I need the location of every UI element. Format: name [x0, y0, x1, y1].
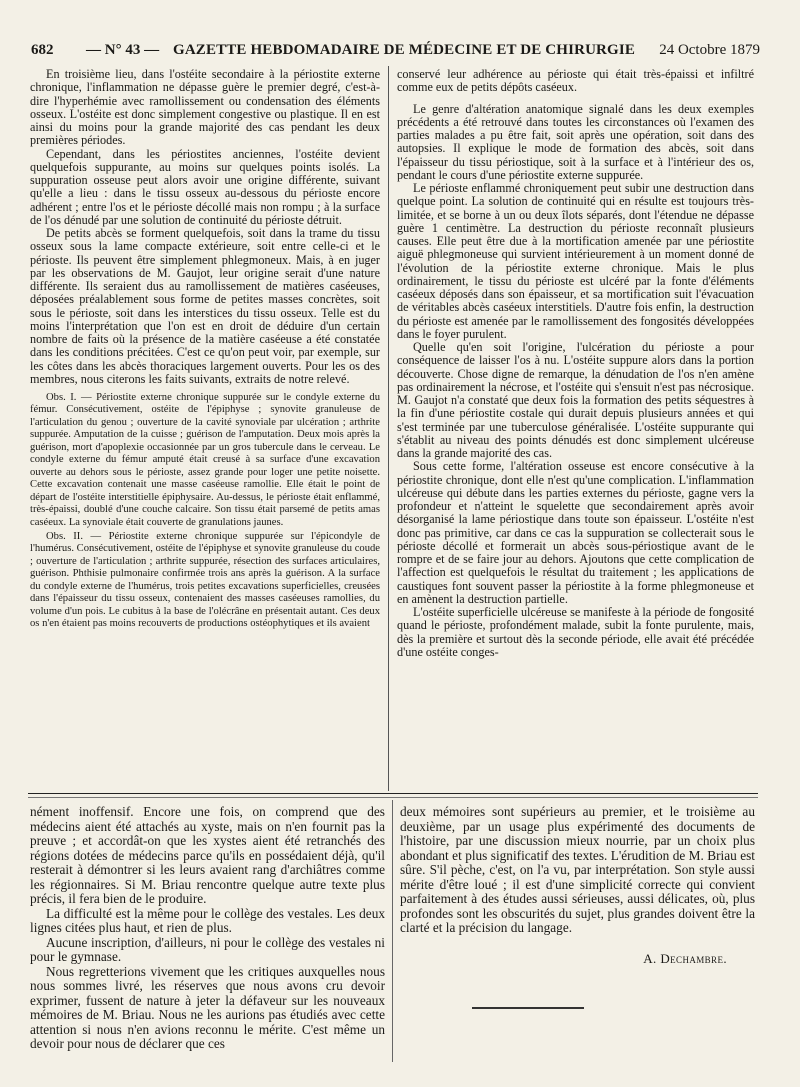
paragraph: L'ostéite superficielle ulcéreuse se manifeste à la période de fongosité quand le périoste, profondément malade, subit la fonte purulente, mais, dès la première et surtout dès la seconde période, elle avait été précédée d'une ostéite conges- [397, 605, 754, 659]
paragraph: Cependant, dans les périostites anciennes, l'ostéite devient quelquefois suppurante, au moins sur quelques points isolés. La suppuration osseuse peut alors avoir une origine différente, suivant qu'elle a lieu : dans le tissu osseux au-dessous du périoste encore adhérent ; entre l'os et le périoste décollé mais non rompu ; à la surface de l'os dénudé par une solution de continuité du périoste détruit. [30, 146, 380, 227]
paragraph: Quelle qu'en soit l'origine, l'ulcération du périoste a pour conséquence de laisser l'os à nu. L'ostéite suppure alors dans la portion découverte. Chose digne de remarque, la dénudation de l'os n'en amène pas ordinairement la nécrose, et l'ostéite qui s'ensuit n'est pas nécrosique. M. Gaujot n'a constaté que deux fois la formation des petits séquestres à la fin d'une périostite costale qui durait depuis plusieurs années et qui s'est terminée par une tuberculose généralisée. L'ostéite suppurante qui s'établit au niveau des points dénudés est donc simplement ulcéreuse dans la grande majorité des cas. [397, 340, 754, 460]
page-header [28, 42, 760, 64]
column-divider [388, 66, 389, 791]
section-divider [28, 797, 758, 798]
page-number: 682 [31, 42, 54, 58]
feuilleton-left-column [30, 805, 385, 1052]
closing-rule [472, 1007, 584, 1009]
column-divider [392, 800, 393, 1062]
paragraph: De petits abcès se forment quelquefois, soit dans la trame du tissu osseux sous la lame compacte extérieure, soit entre celle-ci et le périoste. Ils peuvent être simplement phlegmoneux. Mais, à en juger par les observations de M. Gaujot, leur origine serait d'une nature différente. Ils seraient dus au ramollissement de matières caséeuses, déposées préalablement sous forme de petites masses concrètes, soit sous le périoste, soit dans les interstices du tissu osseux. Telle est du moins l'interprétation que l'on est en droit de déduire d'un certain nombre de faits où la présence de la matière caséeuse a été constatée dans les conditions précitées. C'est ce qu'on peut voir, par exemple, sur les côtes dans les abcès thoraciques largement ouverts. Pour les os des membres, nous citerons les faits suivants, extraits de notre relevé. [30, 226, 380, 386]
paragraph: La difficulté est la même pour le collège des vestales. Les deux lignes citées plus haut, et rien de plus. [30, 905, 385, 935]
observation-1: Obs. I. — Périostite externe chronique suppurée sur le condyle externe du fémur. Consécutivement, ostéite de l'épiphyse ; synovite granuleuse de l'articulation du genou ; ouverture de la cavité synoviale par ulcération ; arthrite suppurée. Amputation de la cuisse ; guérison de l'amputation. Deux mois après la guérison, mort d'apoplexie occasionnée par un gros tubercule dans le cerveau. Le condyle externe du fémur amputé était creusé à sa surface d'une excavation ouverte au dehors sous le périoste, assez grande pour loger une petite noisette. Cette excavation contenait une masse caséeuse ramollie. Elle était le point de départ de l'ostéite interstitielle épiphysaire. Au-dessus, le périoste était enflammé, très-épaissi, doublé d'une couche calcaire. Son tissu était parsemé de petits amas caséeux. La synoviale était couverte de granulations jaunes. [30, 392, 380, 528]
paragraph: Sous cette forme, l'altération osseuse est encore consécutive à la périostite chronique, dont elle n'est qu'une complication. L'inflammation ulcéreuse qui débute dans les parties externes du périoste, gagne vers la profondeur et n'atteint le squelette que secondairement après avoir désorganisé la lame périostique dans toute son épaisseur. L'ostéite n'est donc pas primitive, car dans ce cas la suppuration se collecterait sous le périoste décollé et formerait un abcès sous-périostique avant de le rompre et de se faire jour au dehors. Ajoutons que cette complication de l'affection est quelquefois le résultat du traitement ; les applications de caustiques font souvent passer la périostite à la forme phlegmoneuse et en amènent la destruction partielle. [397, 459, 754, 606]
issue-date: 24 Octobre 1879 [659, 42, 760, 58]
journal-title: GAZETTE HEBDOMADAIRE DE MÉDECINE ET DE CHIRURGIE [173, 42, 635, 58]
right-column [397, 68, 754, 659]
paragraph: Le périoste enflammé chroniquement peut subir une destruction dans quelque point. La solution de continuité qui en résulte est toujours très-limitée, et se borne à un ou deux îlots séparés, dont l'étendue ne dépasse guère 1 centimètre. La destruction du périoste reconnaît plusieurs causes. Elle peut être due à la mortification amenée par une périostite aiguë phlegmoneuse qui survient intérieurement à un moment donné de l'évolution de la périostite externe chronique. Mais le plus ordinairement, le tissu du périoste est ulcéré par la fonte d'éléments caséeux déposés dans son épaisseur, et sa mortification suit l'évacuation de véritables abcès caséeux interstitiels. D'autre fois enfin, la destruction du périoste est amenée par le ramollissement des fongosités développées dans le foyer purulent. [397, 181, 754, 341]
feuilleton-right-column [400, 805, 755, 966]
paragraph: conservé leur adhérence au périoste qui était très-épaissi et infiltré comme eux de petits dépôts caséeux. [397, 67, 754, 95]
section-divider [28, 793, 758, 794]
observation-2: Obs. II. — Périostite externe chronique suppurée sur l'épicondyle de l'humérus. Consécutivement, ostéite de l'épiphyse et synovite granuleuse du coude ; ouverture de l'articulation ; arthrite suppurée, résection des surfaces articulaires, guérison. Phthisie pulmonaire confirmée trois ans après la guérison. A la surface du condyle externe de l'humérus, trois petites excavations superficielles, creusées dans l'épaisseur du tissu osseux, contenaient des masses caséeuses ramollies, du volume d'un pois. Le cubitus à la base de l'olécrâne en présentait autant. Ces deux os n'en étaient pas moins recouverts de productions ostéophytiques et ils avaient [30, 530, 380, 630]
paragraph: deux mémoires sont supérieurs au premier, et le troisième au deuxième, par un usage plus expérimenté des documents de l'histoire, par une discussion mieux nourrie, par un choix plus abondant et plus significatif des textes. L'érudition de M. Briau est sûre. S'il pèche, c'est, on l'a vu, par interprétation. Son style aussi mérite d'être loué ; il est d'une simplicité correcte qui convient parfaitement à des études aussi sérieuses, aussi délicates, où, plus profondes sont les obscurités du sujet, plus grandes doivent être la clarté et la précision du langage. [400, 804, 755, 935]
left-column [30, 68, 380, 631]
issue-number: — N° 43 — [86, 42, 160, 58]
paragraph: En troisième lieu, dans l'ostéite secondaire à la périostite externe chronique, l'inflammation ne dépasse guère le premier degré, c'est-à-dire l'hyperhémie avec ramollissement ou condensation des éléments osseux. L'ostéite est donc simplement congestive ou plastique. Il en est ainsi du moins pour la grande majorité des cas pendant les deux premières périodes. [30, 67, 380, 148]
paragraph: Nous regretterions vivement que les critiques auxquelles nous nous sommes livré, les réserves que nous avons cru devoir exprimer, fussent de nature à jeter la défaveur sur les nouveaux mémoires de M. Briau. Nous ne les aurions pas étudiés avec cette attention si nous n'en avions reconnu le mérite. C'est même un devoir pour nous de déclarer que ces [30, 963, 385, 1051]
paragraph: Le genre d'altération anatomique signalé dans les deux exemples précédents a été retrouvé dans toutes les circonstances où l'examen des parties malades a pu être fait, soit après une opération, soit dans des autopsies. Il explique le mode de formation des abcès, soit dans l'épaisseur du tissu périostique, soit à la surface et à l'intérieur des os, pendant le cours d'une périostite externe suppurée. [397, 101, 754, 182]
author-signature: A. Dechambre. [643, 950, 727, 966]
paragraph: nément inoffensif. Encore une fois, on comprend que des médecins aient été attachés au xyste, mais on n'en fournit pas la preuve ; et accordât-on que les xystes aient été retranchés des régions dotées de médecins parce qu'ils en possédaient déjà, qu'il resterait à démontrer si les leurs avaient rang d'archiâtres comme les régionnaires. Si M. Briau rencontre quelque autre texte plus précis, il fera bien de le produire. [30, 804, 385, 906]
paragraph: Aucune inscription, d'ailleurs, ni pour le collège des vestales ni pour le gymnase. [30, 934, 385, 964]
observations [30, 392, 380, 631]
